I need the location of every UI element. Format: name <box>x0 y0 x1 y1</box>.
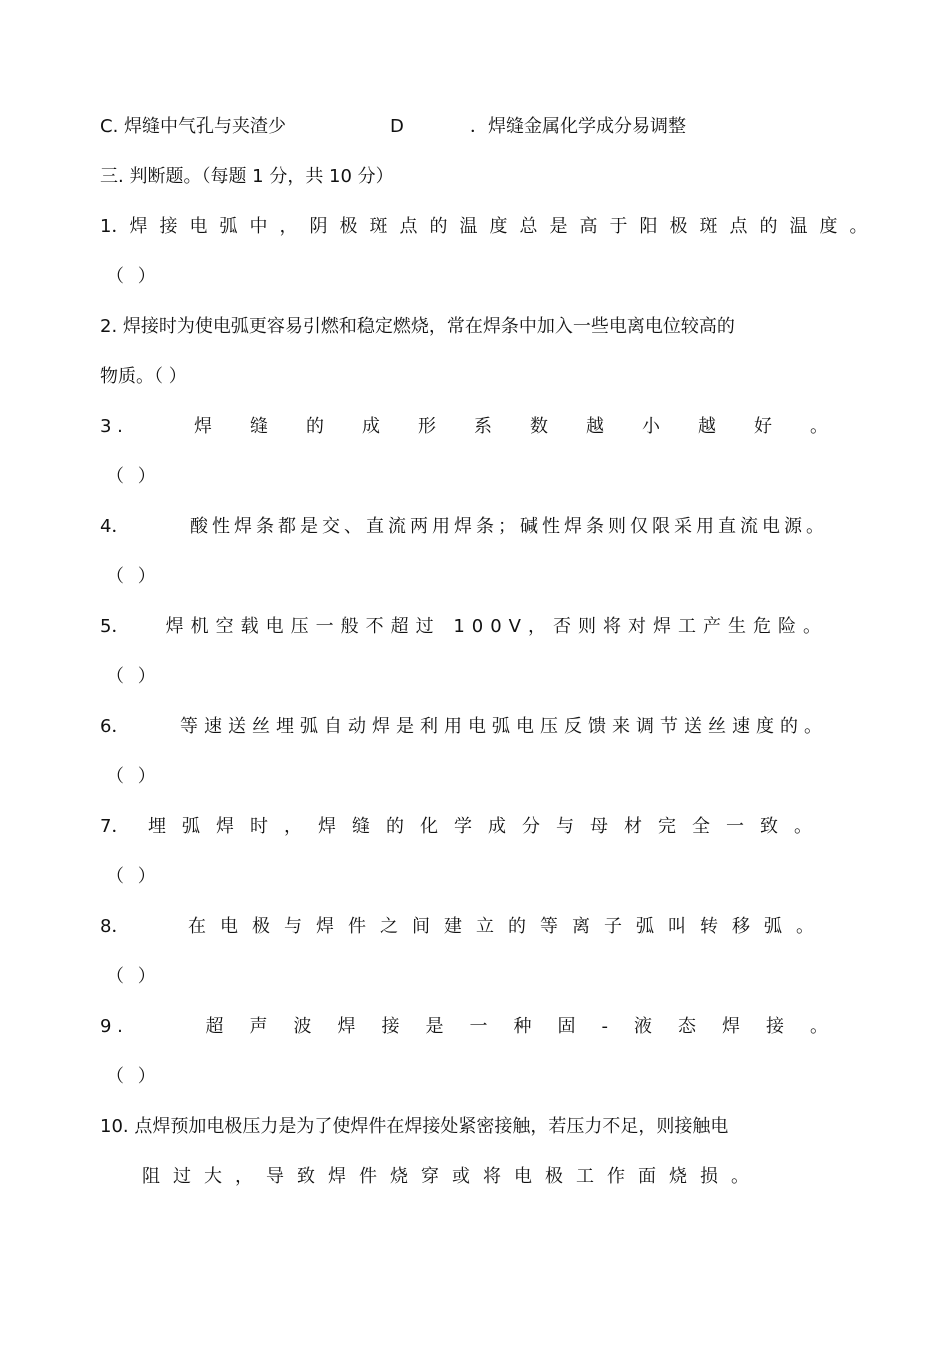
option-c: C. 焊缝中气孔与夹渣少 <box>100 116 287 137</box>
question-text: 焊接时为使电弧更容易引燃和稳定燃烧，常在焊条中加入一些电离电位较高的 <box>122 316 735 337</box>
question-2-continued: 物质。（ ） <box>100 366 187 387</box>
question-10-continued <box>142 1166 828 1188</box>
question-number: 3 . <box>100 416 123 437</box>
option-d-text: ．焊缝金属化学成分易调整 <box>470 116 686 137</box>
question-text: 在电极与焊件之间建立的等离子弧叫转移弧。 <box>188 916 828 937</box>
question-text-continued: 阻过大，导致焊件烧穿或将电极工作面烧损。 <box>142 1166 762 1187</box>
question-8 <box>100 916 828 938</box>
section-title: 三. 判断题。（每题 1 分，共 10 分） <box>100 166 394 187</box>
question-text: 焊缝的成形系数越小越好。 <box>194 416 866 437</box>
question-number: 6． <box>100 716 130 737</box>
answer-paren: （ ） <box>106 1066 156 1087</box>
option-d-letter: D <box>390 116 404 137</box>
question-3 <box>100 416 866 438</box>
question-text: 等速送丝埋弧自动焊是利用电弧电压反馈来调节送丝速度的。 <box>180 716 828 737</box>
answer-paren: （ ） <box>106 566 156 587</box>
question-9 <box>100 1016 854 1038</box>
question-number: 9 . <box>100 1016 123 1037</box>
question-number: 4． <box>100 516 130 537</box>
question-text: 点焊预加电极压力是为了使焊件在焊接处紧密接触，若压力不足，则接触电 <box>134 1116 729 1137</box>
answer-paren: （ ） <box>106 466 156 487</box>
question-number: 7． <box>100 816 130 837</box>
question-text: 焊机空载电压一般不超过 100V，否则将对焊工产生危险。 <box>165 616 828 637</box>
question-1 <box>100 216 880 238</box>
question-number: 5． <box>100 616 130 637</box>
answer-paren: （ ） <box>106 266 156 287</box>
question-4 <box>100 516 828 538</box>
question-2 <box>100 316 735 338</box>
question-7 <box>100 816 828 838</box>
question-text: 酸性焊条都是交、直流两用焊条；碱性焊条则仅限采用直流电源。 <box>190 516 828 537</box>
question-10 <box>100 1116 728 1138</box>
question-number: 8． <box>100 916 130 937</box>
question-number: 2. <box>100 316 118 337</box>
question-number: 10. <box>100 1116 129 1137</box>
answer-paren: （ ） <box>106 866 156 887</box>
question-text: 焊接电弧中，阴极斑点的温度总是高于阳极斑点的温度。 <box>129 216 880 237</box>
answer-paren: （ ） <box>106 766 156 787</box>
question-6 <box>100 716 828 738</box>
question-number: 1． <box>100 216 130 237</box>
answer-paren: （ ） <box>106 966 156 987</box>
question-5 <box>100 616 828 638</box>
question-text: 埋弧焊时，焊缝的化学成分与母材完全一致。 <box>148 816 828 837</box>
answer-paren: （ ） <box>106 666 156 687</box>
question-text: 超声波焊接是一种固-液态焊接。 <box>205 1016 854 1037</box>
